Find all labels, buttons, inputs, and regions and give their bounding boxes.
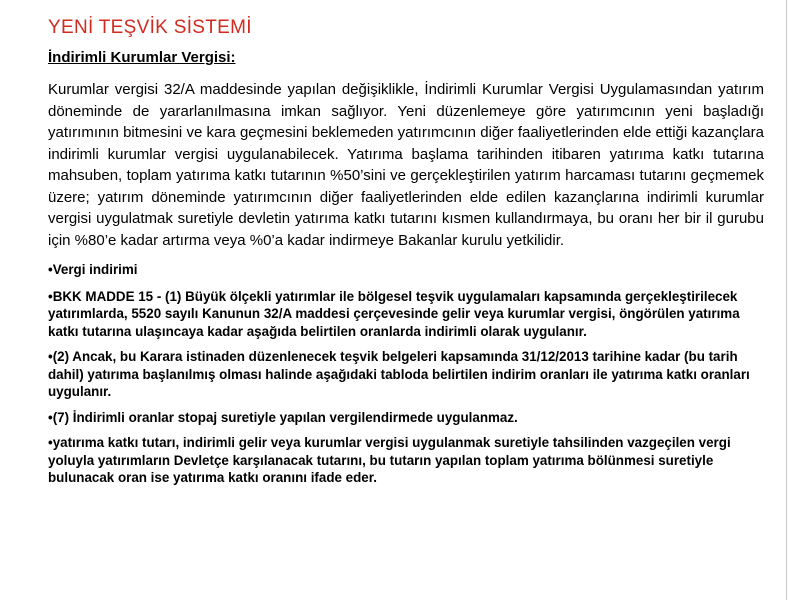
bullet-item-yatirima-katki: •yatırıma katkı tutarı, indirimli gelir veya kurumlar vergisi uygulanmak suretiyle tahsilinden vazgeçilen vergi yoluyla yatırımların Devletçe karşılanacak tutarını, bu tutarın yapılan toplam yatırıma bölünmesi suretiyle bulunacak oran ise yatırıma katkı oranını ifade eder. [48, 435, 731, 485]
intro-paragraph: Kurumlar vergisi 32/A maddesinde yapılan değişiklikle, İndirimli Kurumlar Vergisi Uygulamasından yatırım döneminde de yararlanılmasına imkan sağlıyor. Yeni düzenlemeye göre yatırımcının yeni başladığı yatırımının bitmesini ve kara geçmesini beklemeden yatırımcının diğer faaliyetlerinden elde ettiği kazançlara indirimli kurumlar vergisi uygulanabilecek. Yatırıma başlama tarihinden itibaren yatırıma katkı tutarına mahsuben, toplam yatırıma katkı tutarının %50’sini ve gerçekleştirilen yatırım harcaması tutarını geçmemek üzere; yatırım döneminde yatırımcının diğer faaliyetlerinden elde edilen kazançlarına indirimli kurumlar vergisi uygulatmak suretiyle devletin yatırıma katkı tutarını kısmen kullandırmaya, bu oranı her bir il gurubu için %80’e kadar artırma veya %0’a kadar indirmeye Bakanlar kurulu yetkilidir. [48, 81, 764, 249]
bullet-item-bkk-madde-15: •BKK MADDE 15 - (1) Büyük ölçekli yatırımlar ile bölgesel teşvik uygulamaları kapsamında gerçekleştirilecek yatırımlarda, 5520 sayılı Kanunun 32/A maddesi çerçevesinde gelir veya kurumlar vergisi, öngörülen yatırıma katkı tutarına ulaşıncaya kadar aşağıda belirtilen oranlarda indirimli olarak uygulanır. [48, 288, 740, 339]
bullet-item-stopaj: •(7) İndirimli oranlar stopaj suretiyle yapılan vergilendirmede uygulanmaz. [48, 409, 518, 425]
bullet-item-tesvik-belgeleri: •(2) Ancak, bu Karara istinaden düzenlenecek teşvik belgeleri kapsamında 31/12/2013 tarihine kadar (bu tarih dahil) yatırıma başlanılmış olması halinde aşağıdaki tabloda belirtilen indirim oranları ile yatırıma katkı oranları uygulanır. [48, 349, 750, 399]
bullet-item-vergi-indirimi: •Vergi indirimi [48, 262, 138, 277]
section-subheading: İndirimli Kurumlar Vergisi: [48, 49, 236, 66]
slide-content [48, 47, 764, 495]
right-edge-divider [786, 0, 787, 600]
slide-title: YENİ TEŞVİK SİSTEMİ [48, 17, 252, 38]
